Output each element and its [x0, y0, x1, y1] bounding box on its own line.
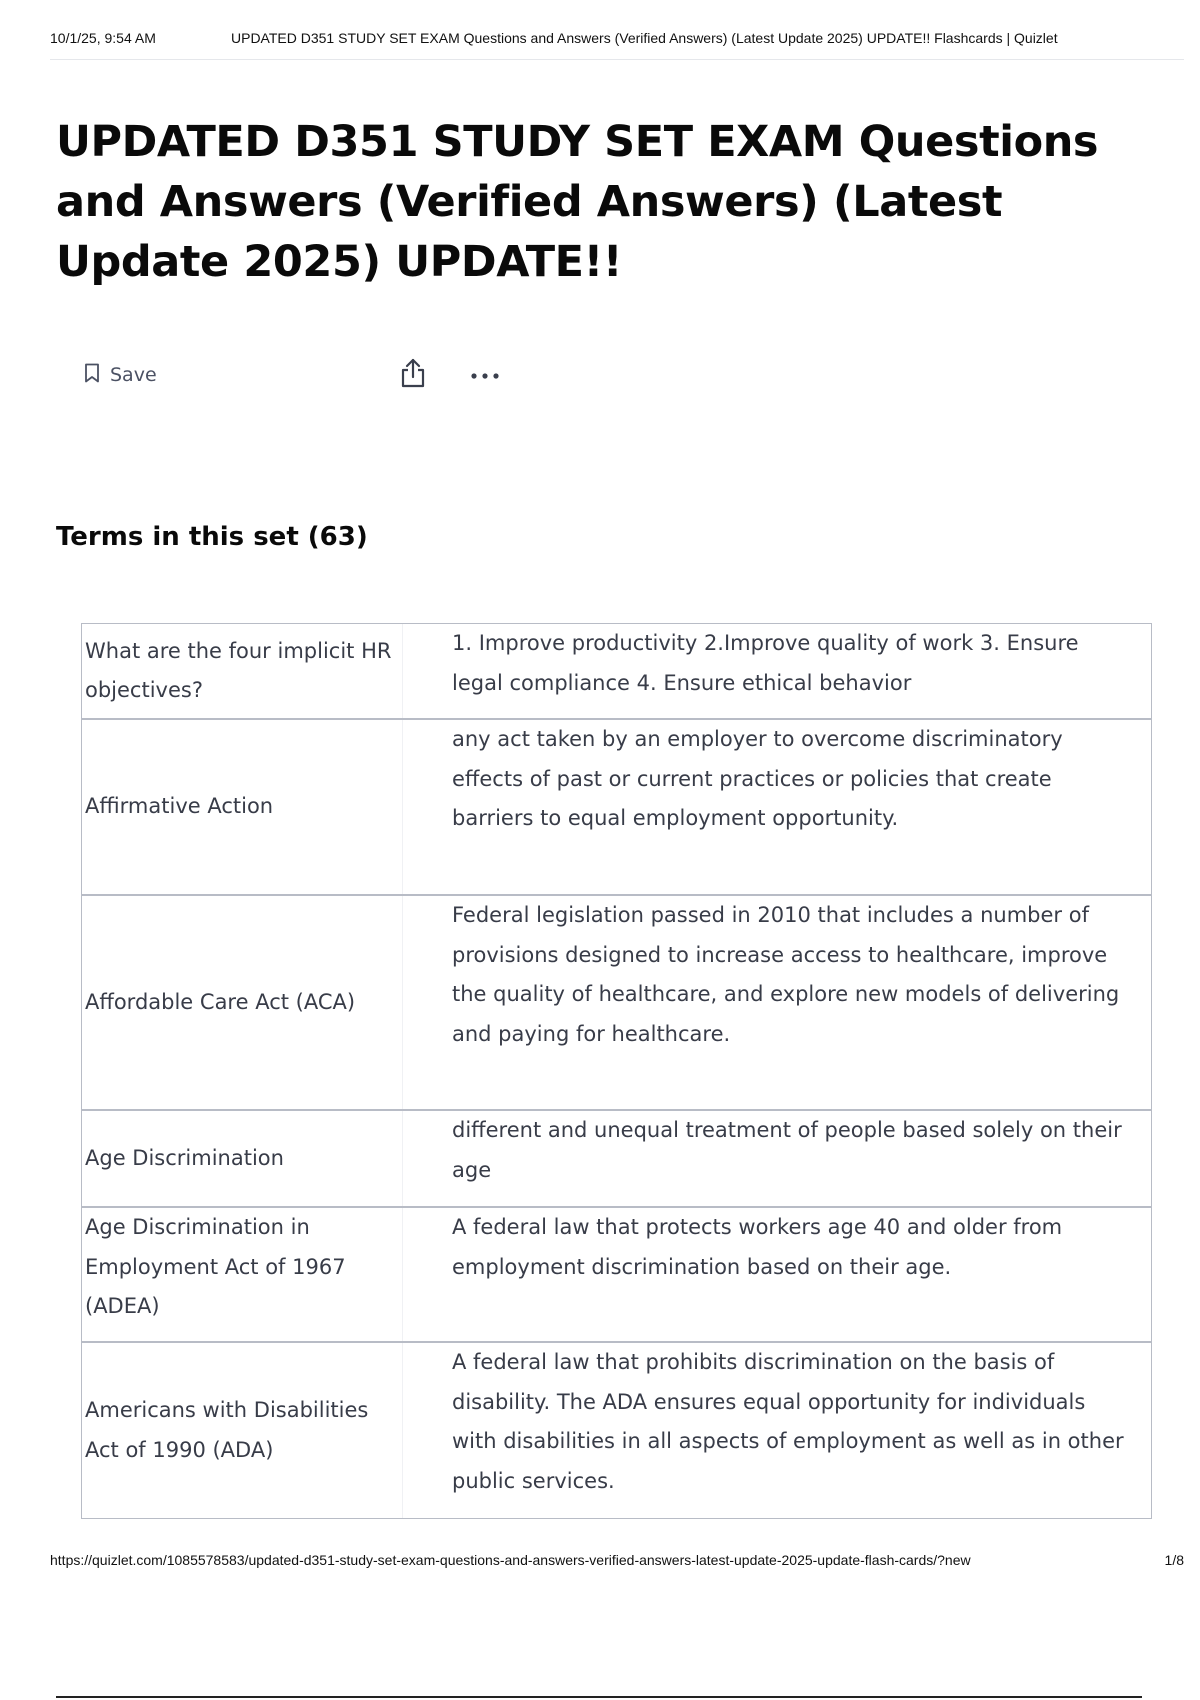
- terms-heading: Terms in this set (63): [56, 522, 368, 552]
- definition-cell: any act taken by an employer to overcome discriminatory effects of past or current practices or policies that create barriers to equal employment opportunity.: [452, 727, 1063, 830]
- term-cell: Americans with Disabilities Act of 1990 (ADA): [82, 1343, 403, 1518]
- page-number: 1/8: [1164, 1552, 1184, 1568]
- definition-cell: 1. Improve productivity 2.Improve quality of work 3. Ensure legal compliance 4. Ensure ethical behavior: [452, 631, 1079, 695]
- definition-cell: A federal law that protects workers age 40 and older from employment discrimination based on their age.: [452, 1215, 1063, 1279]
- term-row: [82, 1343, 1151, 1518]
- page-url: https://quizlet.com/1085578583/updated-d351-study-set-exam-questions-and-answers-verified-answers-latest-update-2025-update-flash-cards/?new: [50, 1552, 971, 1568]
- print-doc-title: UPDATED D351 STUDY SET EXAM Questions and Answers (Verified Answers) (Latest Update 2025) UPDATE!! Flashcards | Quizlet: [231, 30, 1058, 46]
- term-cell: Affirmative Action: [82, 720, 403, 894]
- bookmark-icon: [84, 363, 100, 388]
- more-options-button[interactable]: [470, 367, 500, 379]
- save-label: Save: [110, 364, 157, 386]
- term-row: [82, 896, 1151, 1111]
- term-row: [82, 1111, 1151, 1208]
- terms-table: [81, 623, 1152, 1519]
- bottom-divider: [56, 1696, 1142, 1698]
- definition-cell: different and unequal treatment of people based solely on their age: [452, 1118, 1122, 1182]
- more-dots-icon: [470, 367, 500, 386]
- definition-cell: A federal law that prohibits discrimination on the basis of disability. The ADA ensures equal opportunity for individuals with disabilities in all aspects of employment as well as in other public services.: [452, 1350, 1124, 1493]
- save-button[interactable]: [84, 361, 157, 389]
- term-cell: What are the four implicit HR objectives?: [82, 624, 403, 718]
- definition-cell: Federal legislation passed in 2010 that includes a number of provisions designed to increase access to healthcare, improve the quality of healthcare, and explore new models of delivering and paying for healthcare.: [452, 903, 1120, 1046]
- term-cell: Affordable Care Act (ACA): [82, 896, 403, 1109]
- term-row: [82, 720, 1151, 896]
- share-button[interactable]: [398, 357, 428, 389]
- term-cell: Age Discrimination in Employment Act of 1967 (ADEA): [82, 1208, 403, 1341]
- set-toolbar: [0, 355, 600, 395]
- header-divider: [50, 59, 1184, 60]
- term-cell: Age Discrimination: [82, 1111, 403, 1206]
- share-icon: [398, 374, 428, 393]
- term-row: [82, 624, 1151, 720]
- page-title: UPDATED D351 STUDY SET EXAM Questions and Answers (Verified Answers) (Latest Update 2025) UPDATE!!: [56, 117, 1099, 287]
- term-row: [82, 1208, 1151, 1343]
- print-datetime: 10/1/25, 9:54 AM: [50, 30, 156, 46]
